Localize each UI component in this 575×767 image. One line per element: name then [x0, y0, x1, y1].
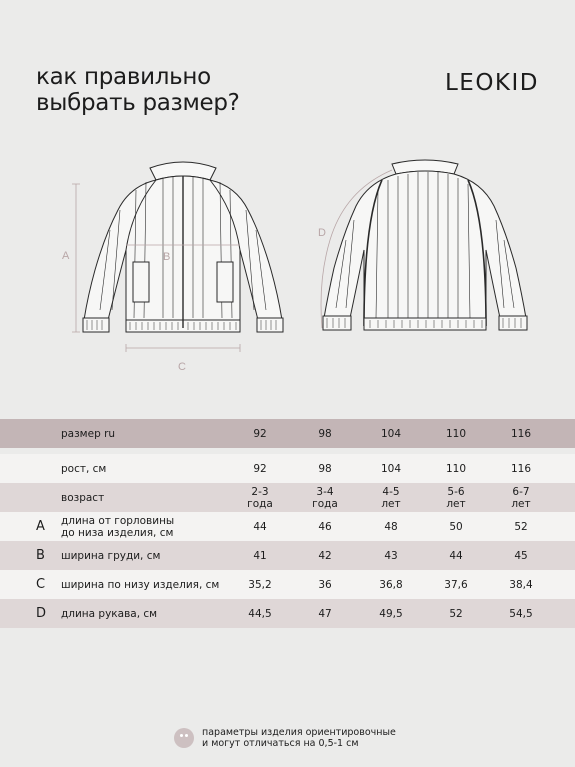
cell: 36: [318, 578, 332, 591]
cell: 92: [253, 427, 267, 440]
cell: 48: [384, 520, 398, 533]
cell: 98: [318, 462, 332, 475]
row-label: рост, см: [61, 462, 107, 475]
page-title: [36, 64, 240, 116]
dimension-c-label: C: [178, 361, 186, 373]
cell: 46: [318, 520, 332, 533]
title-line-1: как правильно: [36, 64, 211, 90]
cell: 38,4: [509, 578, 533, 591]
dimension-a-label: A: [62, 250, 70, 262]
row-label: ширина груди, см: [61, 549, 161, 562]
row-letter: C: [36, 577, 46, 592]
cell: 2-3 года: [247, 485, 273, 510]
row-label: размер ru: [61, 427, 116, 440]
note-line-2: и могут отличаться на 0,5-1 см: [202, 738, 359, 749]
cell: 47: [318, 607, 332, 620]
cell: 36,8: [379, 578, 403, 591]
cell: 4-5 лет: [381, 485, 401, 510]
cell: 50: [449, 520, 463, 533]
table-row: [0, 483, 575, 512]
cell: 43: [384, 549, 398, 562]
table-row: [0, 512, 575, 541]
row-letter: A: [36, 519, 45, 534]
cell: 116: [510, 462, 532, 475]
jacket-back-drawing: [323, 160, 527, 330]
cell: 52: [449, 607, 463, 620]
brand-logo: LEOKID: [444, 70, 539, 96]
cell: 104: [380, 462, 402, 475]
cell: 3-4 года: [312, 485, 338, 510]
row-label: ширина по низу изделия, см: [61, 578, 220, 591]
cell: 44,5: [248, 607, 272, 620]
cell: 54,5: [509, 607, 533, 620]
cell: 104: [380, 427, 402, 440]
dimension-b-label: B: [163, 251, 171, 263]
table-row: [0, 599, 575, 628]
table-row: [0, 454, 575, 483]
cell: 52: [514, 520, 528, 533]
cell: 44: [449, 549, 463, 562]
jacket-diagrams: [0, 150, 575, 380]
table-row: [0, 570, 575, 599]
row-letter: B: [36, 548, 45, 563]
cell: 92: [253, 462, 267, 475]
row-label: длина от горловины до низа изделия, см: [61, 514, 175, 539]
row-label: длина рукава, см: [61, 607, 158, 620]
jacket-front-drawing: [83, 162, 283, 332]
cell: 110: [445, 462, 467, 475]
cell: 44: [253, 520, 267, 533]
cell: 6-7 лет: [511, 485, 531, 510]
note-line-1: параметры изделия ориентировочные: [202, 727, 396, 738]
note-text: [202, 727, 396, 749]
table-row: [0, 541, 575, 570]
cell: 35,2: [248, 578, 272, 591]
cell: 37,6: [444, 578, 468, 591]
title-line-2: выбрать размер?: [36, 90, 240, 116]
cell: 42: [318, 549, 332, 562]
disclaimer-note: [174, 727, 396, 749]
cell: 5-6 лет: [446, 485, 466, 510]
cell: 41: [253, 549, 267, 562]
cell: 45: [514, 549, 528, 562]
cell: 49,5: [379, 607, 403, 620]
table-row: [0, 419, 575, 448]
row-letter: D: [36, 606, 47, 621]
cell: 110: [445, 427, 467, 440]
face-icon: [174, 728, 194, 748]
dimension-d-label: D: [318, 227, 326, 239]
cell: 98: [318, 427, 332, 440]
cell: 116: [510, 427, 532, 440]
size-table: [0, 419, 575, 628]
row-label: возраст: [61, 491, 105, 504]
